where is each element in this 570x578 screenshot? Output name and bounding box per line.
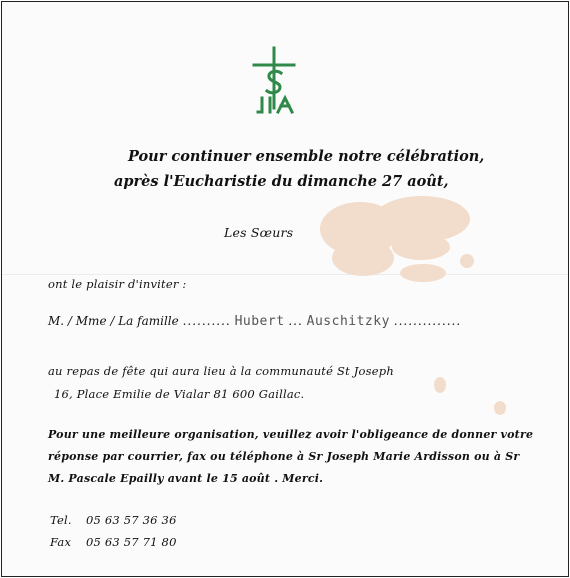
heading-line-1: Pour continuer ensemble notre célébration, — [128, 148, 485, 165]
handwritten-last-name: Auschitzky — [306, 314, 390, 329]
handwritten-first-name: Hubert — [234, 314, 285, 329]
event-line-1: au repas de fête qui aura lieu à la communauté St Joseph — [48, 364, 394, 378]
fax-number: 05 63 57 71 80 — [86, 535, 177, 549]
cross-sjia-monogram-icon — [248, 46, 300, 116]
host-name: Les Sœurs — [224, 225, 294, 240]
dotted-leader: .......... — [182, 314, 231, 328]
tel-label: Tel. — [50, 513, 72, 527]
invitation-card — [1, 1, 569, 577]
dotted-leader: .............. — [393, 314, 462, 328]
salutation-line — [48, 314, 461, 329]
dotted-leader: ... — [288, 314, 303, 328]
fax-label: Fax — [50, 535, 72, 549]
event-line-2: 16, Place Emilie de Vialar 81 600 Gaillac. — [54, 387, 305, 401]
rsvp-line-3: M. Pascale Epailly avant le 15 août . Merci. — [48, 472, 324, 485]
fold-line — [2, 274, 568, 275]
rsvp-line-2: réponse par courrier, fax ou téléphone à Sr Joseph Marie Ardisson ou à Sr — [48, 450, 520, 463]
heading-line-2: après l'Eucharistie du dimanche 27 août, — [114, 173, 449, 190]
rsvp-line-1: Pour une meilleure organisation, veuillez avoir l'obligeance de donner votre — [48, 428, 534, 441]
tel-number: 05 63 57 36 36 — [86, 513, 177, 527]
invite-intro: ont le plaisir d'inviter : — [48, 277, 187, 291]
salutation-label: M. / Mme / La famille — [48, 314, 179, 328]
